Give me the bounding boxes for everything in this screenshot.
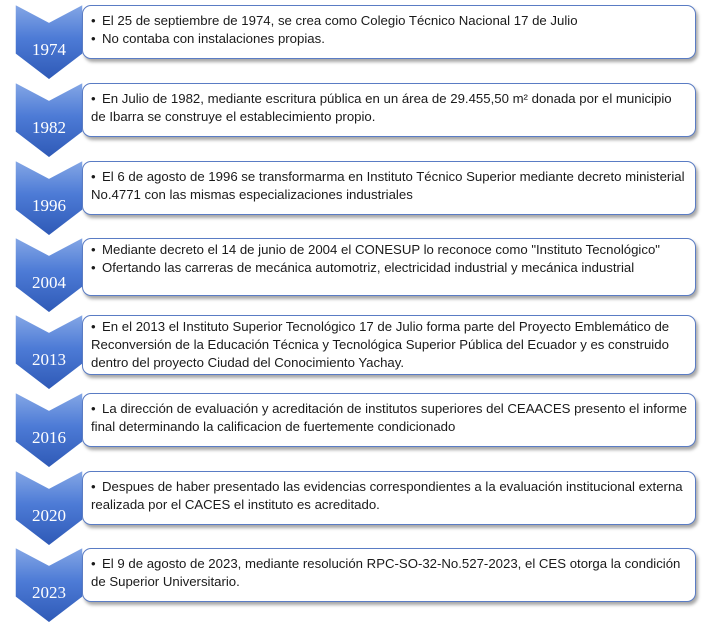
chevron-down-arrow-icon (15, 392, 83, 470)
bullet-icon: • (91, 401, 96, 416)
event-card (82, 161, 696, 215)
event-bullet: • El 6 de agosto de 1996 se transformarma en Instituto Técnico Superior mediante decreto ministerial No.4771 con las mismas especializaciones industriales (91, 169, 685, 202)
year-label: 1996 (32, 196, 66, 215)
event-bullet: • Despues de haber presentado las evidencias correspondientes a la evaluación institucional externa realizada por el CACES el instituto es acreditado. (91, 479, 683, 512)
timeline-row-2013 (0, 314, 707, 392)
year-label: 2016 (32, 428, 66, 447)
event-bullet: • Mediante decreto el 14 de junio de 2004 el CONESUP lo reconoce como "Instituto Tecnológico" (91, 242, 660, 257)
timeline-row-2020 (0, 470, 707, 548)
event-bullet: • En el 2013 el Instituto Superior Tecnológico 17 de Julio forma parte del Proyecto Emblemático de Reconversión de la Educación Técnica y Tecnológica Superior Pública del Ecuador y es construido dentro del proyecto Ciudad del Conocimiento Yachay. (91, 319, 670, 370)
year-label: 1982 (32, 118, 66, 137)
bullet-icon: • (91, 242, 96, 257)
chevron-down-arrow-icon (15, 314, 83, 392)
timeline-row-1996 (0, 160, 707, 238)
chevron-down-arrow-icon (15, 470, 83, 548)
bullet-icon: • (91, 260, 96, 275)
bullet-icon: • (91, 91, 96, 106)
event-card (82, 5, 696, 59)
timeline-row-2023 (0, 547, 707, 625)
year-label: 1974 (32, 40, 66, 59)
event-bullet: • No contaba con instalaciones propias. (91, 31, 325, 46)
chevron-down-arrow-icon (15, 160, 83, 238)
year-label: 2004 (32, 273, 66, 292)
event-bullet: • El 25 de septiembre de 1974, se crea como Colegio Técnico Nacional 17 de Julio (91, 13, 578, 28)
timeline-row-1974 (0, 4, 707, 82)
timeline-row-2016 (0, 392, 707, 470)
chevron-down-arrow-icon (15, 547, 83, 625)
event-card (82, 238, 696, 296)
event-card (82, 393, 696, 447)
event-card (82, 471, 696, 525)
timeline-row-1982 (0, 82, 707, 160)
year-label: 2013 (32, 350, 66, 369)
bullet-icon: • (91, 479, 96, 494)
chevron-down-arrow-icon (15, 4, 83, 82)
event-bullet: • La dirección de evaluación y acreditación de institutos superiores del CEAACES presento el informe final determinando la calificacion de fuertemente condicionado (91, 401, 687, 434)
timeline-row-2004 (0, 237, 707, 315)
bullet-icon: • (91, 556, 96, 571)
event-bullet: • El 9 de agosto de 2023, mediante resolución RPC-SO-32-No.527-2023, el CES otorga la condición de Superior Universitario. (91, 556, 681, 589)
bullet-icon: • (91, 169, 96, 184)
event-bullet: • Ofertando las carreras de mecánica automotriz, electricidad industrial y mecánica industrial (91, 260, 635, 275)
chevron-down-arrow-icon (15, 82, 83, 160)
event-card (82, 548, 696, 602)
event-bullet: • En Julio de 1982, mediante escritura pública en un área de 29.455,50 m² donada por el municipio de Ibarra se construye el establecimiento propio. (91, 91, 672, 124)
bullet-icon: • (91, 31, 96, 46)
event-card (82, 83, 696, 137)
year-label: 2023 (32, 583, 66, 602)
bullet-icon: • (91, 13, 96, 28)
bullet-icon: • (91, 319, 96, 334)
event-card (82, 315, 696, 375)
year-label: 2020 (32, 506, 66, 525)
chevron-down-arrow-icon (15, 237, 83, 315)
